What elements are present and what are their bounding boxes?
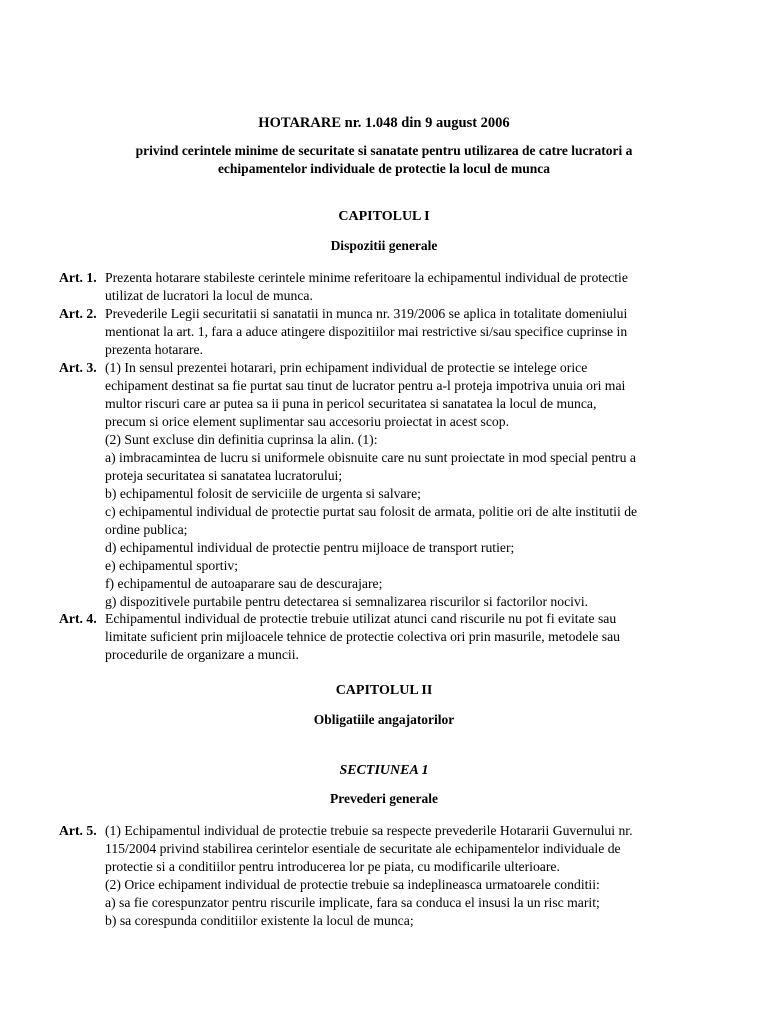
article-line: ordine publica; xyxy=(105,522,188,537)
article-1 xyxy=(59,269,699,305)
article-line: d) echipamentul individual de protectie pentru mijloace de transport rutier; xyxy=(105,540,515,555)
article-line: mentionat la art. 1, fara a aduce atingere dispozitiilor mai restrictive si/sau specifice cuprinse in xyxy=(105,324,628,339)
article-line: e) echipamentul sportiv; xyxy=(105,558,239,573)
article-line: prezenta hotarare. xyxy=(105,342,204,357)
article-line: procedurile de organizare a muncii. xyxy=(105,647,299,662)
article-5 xyxy=(59,822,699,930)
article-line: g) dispozitivele purtabile pentru detectarea si semnalizarea riscurilor si factorilor nocivi. xyxy=(105,594,589,609)
article-line: Echipamentul individual de protectie trebuie utilizat atunci cand riscurile nu pot fi evitate sau xyxy=(105,611,617,626)
article-line: (2) Orice echipament individual de protectie trebuie sa indeplineasca urmatoarele conditii: xyxy=(105,877,600,892)
article-label: Art. 5. xyxy=(59,823,97,838)
article-body xyxy=(105,359,699,611)
article-body xyxy=(105,610,699,664)
article-body xyxy=(105,305,699,359)
article-line: protectie si a conditiilor pentru introducerea lor pe piata, cu modificarile ulterioare. xyxy=(105,859,560,874)
article-line: Prezenta hotarare stabileste cerintele minime referitoare la echipamentul individual de protectie xyxy=(105,270,628,285)
article-line: b) echipamentul folosit de serviciile de urgenta si salvare; xyxy=(105,486,421,501)
article-line: a) sa fie corespunzator pentru riscurile implicate, fara sa conduca el insusi la un risc marit; xyxy=(105,895,600,910)
section-1-title: Prevederi generale xyxy=(329,791,439,806)
chapter-1-title: Dispozitii generale xyxy=(330,238,438,253)
article-line: (1) Echipamentul individual de protectie trebuie sa respecte prevederile Hotararii Guvernului nr. xyxy=(105,823,633,838)
document-subtitle xyxy=(60,142,708,178)
chapter-1-heading: CAPITOLUL I xyxy=(338,209,430,224)
article-2 xyxy=(59,305,699,359)
chapter-2-heading: CAPITOLUL II xyxy=(335,683,433,698)
article-line: (2) Sunt excluse din definitia cuprinsa la alin. (1): xyxy=(105,432,378,447)
article-line: proteja securitatea si sanatatea lucratorului; xyxy=(105,468,343,483)
article-body xyxy=(105,269,699,305)
article-line: 115/2004 privind stabilirea cerintelor esentiale de securitate ale echipamentelor individuale de xyxy=(105,841,621,856)
article-line: b) sa corespunda conditiilor existente la locul de munca; xyxy=(105,913,414,928)
article-3 xyxy=(59,359,699,611)
article-line: limitate suficient prin mijloacele tehnice de protectie colectiva ori prin masurile, metodele sau xyxy=(105,629,620,644)
article-label: Art. 2. xyxy=(59,306,97,321)
article-line: echipament destinat sa fie purtat sau tinut de lucrator pentru a-l proteja impotriva unuia ori mai xyxy=(105,378,626,393)
article-line: (1) In sensul prezentei hotarari, prin echipament individual de protectie se intelege orice xyxy=(105,360,588,375)
document-title: HOTARARE nr. 1.048 din 9 august 2006 xyxy=(258,115,510,131)
article-line: a) imbracamintea de lucru si uniformele obisnuite care nu sunt proiectate in mod special pentru a xyxy=(105,450,636,465)
article-body xyxy=(105,822,699,930)
subtitle-line: privind cerintele minime de securitate si sanatate pentru utilizarea de catre lucratori a xyxy=(135,143,633,158)
article-label: Art. 4. xyxy=(59,611,97,626)
chapter-2-title: Obligatiile angajatorilor xyxy=(313,712,455,727)
article-line: c) echipamentul individual de protectie purtat sau folosit de armata, politie ori de alte institutii de xyxy=(105,504,638,519)
article-line: multor riscuri care ar putea sa ii puna in pericol securitatea si sanatatea la locul de munca, xyxy=(105,396,597,411)
article-label: Art. 3. xyxy=(59,360,97,375)
article-line: utilizat de lucratori la locul de munca. xyxy=(105,288,313,303)
article-line: f) echipamentul de autoaparare sau de descurajare; xyxy=(105,576,383,591)
section-1-heading: SECTIUNEA 1 xyxy=(339,763,429,778)
article-line: Prevederile Legii securitatii si sanatatii in munca nr. 319/2006 se aplica in totalitate domeniului xyxy=(105,306,628,321)
article-line: precum si orice element suplimentar sau accesoriu proiectat in acest scop. xyxy=(105,414,510,429)
article-label: Art. 1. xyxy=(59,270,97,285)
subtitle-line: echipamentelor individuale de protectie la locul de munca xyxy=(217,161,551,176)
article-4 xyxy=(59,610,699,664)
